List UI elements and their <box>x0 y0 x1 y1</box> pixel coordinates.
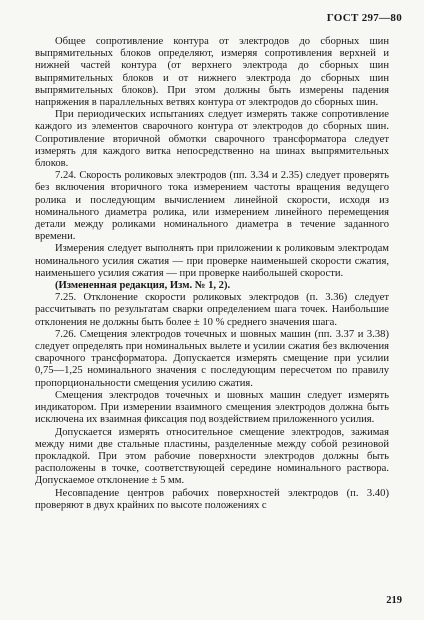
page-number: 219 <box>386 595 402 606</box>
page-body <box>35 36 389 512</box>
paragraph: При периодических испытаниях следует измерять также сопротивление каждого из элементов сварочного контура от электродов до сборных шин. Сопротивление вторичной обмотки сварочного трансформатора следует измерять для каждого витка непосредственно на шинах выпрямительных блоков. <box>35 109 389 170</box>
paragraph: 7.26. Смещения электродов точечных и шовных машин (пп. 3.37 и 3.38) следует определять при номинальных вылете и усилии сжатия без включения сварочного трансформатора. Допускается измерять смещение при усилии 0,75—1,25 номинального значения с последующим пересчетом по правилу пропорциональности смещения усилию сжатия. <box>35 328 389 389</box>
paragraph: Измерения следует выполнять при приложении к роликовым электродам номинального усилия сжатия — при проверке наименьшей скорости сжатия, наименьшего усилия сжатия — при проверке наибольшей скорости. <box>35 243 389 279</box>
amendment-note: (Измененная редакция, Изм. № 1, 2). <box>55 280 231 292</box>
paragraph: Допускается измерять относительное смещение электродов, зажимая между ними две стальные пластины, разделенные между собой резиновой прокладкой. При этом рабочие поверхности электродов должны быть расположены в точке, соответствующей середине номинального раствора. Допускаемое отклонение ± 5 мм. <box>35 426 389 487</box>
paragraph: Смещения электродов точечных и шовных машин следует измерять индикатором. При измерении взаимного смещения электродов должна быть исключена их взаимная фиксация под воздействием приложенного усилия. <box>35 389 389 426</box>
paragraph: 7.25. Отклонение скорости роликовых электродов (п. 3.36) следует рассчитывать по результатам сварки определением шага точек. Наибольшие отклонения не должны быть более ± 10 % среднего значения шага. <box>35 292 389 328</box>
paragraph: 7.24. Скорость роликовых электродов (пп. 3.34 и 2.35) следует проверять без включения вторичного тока измерением частоты вращения ведущего ролика и последующим вычислением линейной скорости, исходя из номинального диаметра ролика, или измерением линейного перемещения детали между роликами номинального диаметра в течение заданного времени. <box>35 170 389 243</box>
paragraph: Несовпадение центров рабочих поверхностей электродов (п. 3.40) проверяют в двух крайних по высоте положениях с <box>35 487 389 511</box>
paragraph: Общее сопротивление контура от электродов до сборных шин выпрямительных блоков определяют, измеряя сопротивления верхней и нижней частей контура (от верхнего электрода до сборных шин выпрямительных блоков и от нижнего электрода до сборных шин выпрямительных блоков). При этом должны быть измерены падения напряжения в параллельных ветвях контура от электродов до сборных шин. <box>35 36 389 109</box>
document-header: ГОСТ 297—80 <box>326 12 402 24</box>
